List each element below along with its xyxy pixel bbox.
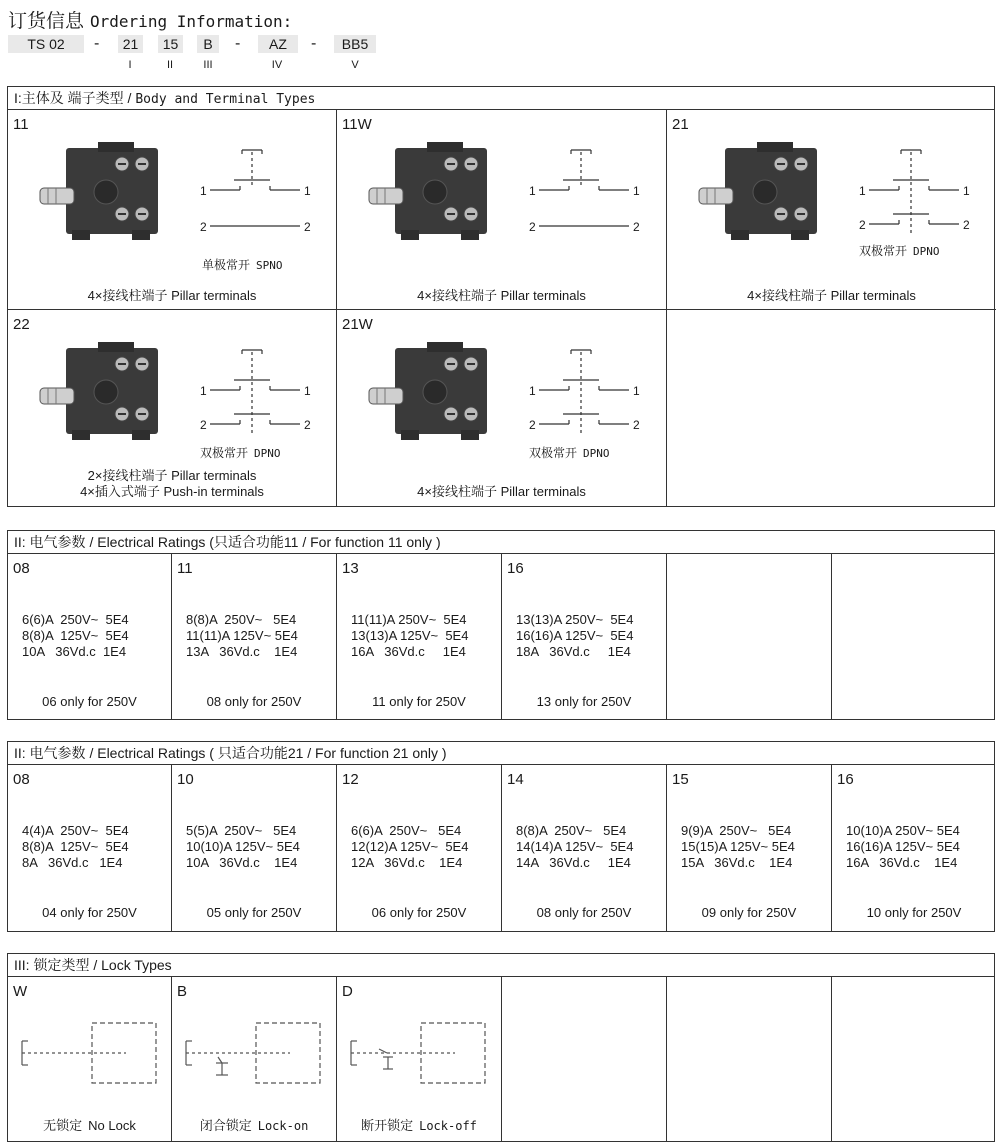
body-type-cell [337, 310, 667, 506]
terminal-number: 1 [304, 384, 311, 398]
lock-diagram [14, 1017, 164, 1089]
section-body-terminal [7, 86, 995, 507]
terminal-caption: 4×接线柱端子 Pillar terminals [87, 288, 257, 303]
heading-en: Ordering Information: [90, 12, 293, 31]
heading-cn: 订货信息 [8, 11, 85, 32]
body-type-cell [8, 110, 337, 310]
empty-cell [667, 977, 832, 1141]
terminal-number: 2 [529, 220, 536, 234]
rating-code: 13 [342, 560, 359, 577]
lock-caption-cn: 闭合锁定 [199, 1118, 252, 1133]
lock-caption-en: Lock-on [257, 1119, 309, 1133]
lock-type-cell [172, 977, 337, 1141]
rating-code: 08 [13, 560, 30, 577]
rating-values: 11(11)A 250V~ 5E4 13(13)A 125V~ 5E4 16A 36Vd.c 1E4 [351, 612, 469, 659]
body-type-code: 11W [342, 116, 372, 133]
rating-values: 4(4)A 250V~ 5E4 8(8)A 125V~ 5E4 8A 36Vd.c 1E4 [22, 823, 129, 870]
roman-ii: II [166, 59, 174, 71]
rating-cell [337, 554, 502, 719]
rating-code: 12 [342, 771, 359, 788]
terminal-number: 2 [304, 220, 311, 234]
code-dash: - [235, 35, 241, 52]
switch-body-image [365, 142, 495, 242]
section-title: II: 电气参数 / Electrical Ratings (只适合功能11 / For function 11 only ) [8, 531, 994, 554]
empty-cell [667, 554, 832, 719]
terminal-caption: 4×接线柱端子 Pillar terminals [417, 288, 586, 303]
terminal-number: 1 [529, 184, 536, 198]
rating-note: 06 only for 250V [42, 694, 137, 709]
body-type-code: 22 [13, 316, 30, 333]
rating-note: 10 only for 250V [866, 905, 962, 920]
rating-values: 8(8)A 250V~ 5E4 14(14)A 125V~ 5E4 14A 36Vd.c 1E4 [516, 823, 634, 870]
terminal-number: 1 [200, 184, 207, 198]
rating-cell [502, 765, 667, 931]
section-title: III: 锁定类型 / Lock Types [8, 954, 994, 977]
rating-note: 06 only for 250V [371, 905, 467, 920]
rating-cell [502, 554, 667, 719]
lock-caption-en: No Lock [88, 1118, 136, 1133]
roman-i: I [128, 59, 132, 71]
switch-type-label: 双极常开 DPNO [529, 446, 610, 460]
rating-note: 11 only for 250V [372, 694, 466, 709]
terminal-number: 1 [529, 384, 536, 398]
terminal-caption: 4×接线柱端子 Pillar terminals [747, 288, 916, 303]
empty-cell [832, 554, 996, 719]
switch-body-image [36, 142, 166, 242]
lock-caption [172, 1115, 336, 1134]
terminal-number: 1 [963, 184, 970, 198]
section-title-cn: I:主体及 端子类型 / [14, 90, 136, 106]
lock-type-code: D [342, 983, 353, 1000]
lock-diagram [178, 1017, 328, 1089]
empty-cell [502, 977, 667, 1141]
rating-code: 15 [672, 771, 689, 788]
code-lock: B [197, 35, 219, 53]
section-lock-types [7, 953, 995, 1142]
terminal-number: 1 [200, 384, 207, 398]
lock-type-code: W [13, 983, 28, 1000]
body-type-cell [8, 310, 337, 506]
body-type-cell [667, 110, 996, 310]
dpno-schematic [855, 144, 975, 240]
roman-iii: III [203, 59, 213, 71]
terminal-number: 2 [633, 220, 640, 234]
rating-values: 13(13)A 250V~ 5E4 16(16)A 125V~ 5E4 18A 36Vd.c 1E4 [516, 612, 634, 659]
dpno-schematic [525, 344, 645, 440]
terminal-number: 2 [963, 218, 970, 232]
rating-cell [337, 765, 502, 931]
section-ratings-21 [7, 741, 995, 932]
body-type-code: 21W [342, 316, 373, 333]
rating-note: 08 only for 250V [206, 694, 302, 709]
rating-code: 16 [837, 771, 854, 788]
switch-type-label: 双极常开 DPNO [859, 244, 940, 258]
empty-cell [667, 310, 996, 506]
dpno-schematic [196, 344, 316, 440]
code-body-terminal: 21 [118, 35, 143, 53]
body-type-code: 21 [672, 116, 689, 133]
terminal-number: 2 [200, 220, 207, 234]
code-rating: 15 [158, 35, 183, 53]
rating-values: 6(6)A 250V~ 5E4 12(12)A 125V~ 5E4 12A 36Vd.c 1E4 [351, 823, 469, 870]
code-actuator: AZ [258, 35, 298, 53]
rating-cell [8, 554, 172, 719]
rating-values: 10(10)A 250V~ 5E4 16(16)A 125V~ 5E4 16A 36Vd.c 1E4 [846, 823, 960, 870]
lock-caption-en: Lock-off [419, 1119, 477, 1133]
terminal-number: 1 [859, 184, 866, 198]
rating-values: 5(5)A 250V~ 5E4 10(10)A 125V~ 5E4 10A 36Vd.c 1E4 [186, 823, 300, 870]
terminal-number: 2 [633, 418, 640, 432]
rating-values: 9(9)A 250V~ 5E4 15(15)A 125V~ 5E4 15A 36Vd.c 1E4 [681, 823, 795, 870]
lock-type-cell [8, 977, 172, 1141]
body-type-cell [337, 110, 667, 310]
switch-type-label: 双极常开 DPNO [200, 446, 281, 460]
terminal-number: 2 [200, 418, 207, 432]
code-dash: - [311, 35, 317, 52]
rating-note: 09 only for 250V [701, 905, 797, 920]
terminal-caption: 4×接线柱端子 Pillar terminals [417, 484, 586, 499]
rating-cell [667, 765, 832, 931]
section-title [8, 87, 994, 110]
terminal-number: 2 [304, 418, 311, 432]
lock-caption [337, 1115, 501, 1134]
spno-schematic [196, 144, 316, 240]
body-type-code: 11 [13, 116, 29, 133]
rating-code: 11 [177, 560, 193, 577]
rating-code: 14 [507, 771, 524, 788]
terminal-number: 1 [304, 184, 311, 198]
terminal-number: 2 [859, 218, 866, 232]
rating-code: 08 [13, 771, 30, 788]
lock-caption [8, 1115, 171, 1134]
terminal-number: 1 [633, 184, 640, 198]
section-title: II: 电气参数 / Electrical Ratings ( 只适合功能21 / For function 21 only ) [8, 742, 994, 765]
roman-v: V [351, 59, 359, 71]
rating-values: 6(6)A 250V~ 5E4 8(8)A 125V~ 5E4 10A 36Vd.c 1E4 [22, 612, 129, 659]
roman-iv: IV [271, 59, 283, 71]
rating-code: 16 [507, 560, 524, 577]
lock-caption-cn: 断开锁定 [361, 1118, 414, 1133]
switch-body-image [365, 342, 495, 442]
terminal-caption: 2×接线柱端子 Pillar terminals [87, 468, 257, 483]
section-ratings-11 [7, 530, 995, 720]
rating-note: 04 only for 250V [42, 905, 137, 920]
rating-cell [172, 554, 337, 719]
rating-note: 13 only for 250V [536, 694, 632, 709]
rating-values: 8(8)A 250V~ 5E4 11(11)A 125V~ 5E4 13A 36Vd.c 1E4 [186, 612, 298, 659]
terminal-caption-push-in: 4×插入式端子 Push-in terminals [80, 484, 264, 499]
switch-type-label: 单极常开 SPNO [202, 258, 283, 272]
section-title-en: Body and Terminal Types [135, 92, 316, 107]
lock-type-cell [337, 977, 502, 1141]
code-series: TS 02 [8, 35, 84, 53]
rating-cell [832, 765, 996, 931]
rating-cell [172, 765, 337, 931]
lock-caption-cn: 无锁定 [43, 1118, 83, 1133]
terminal-number: 2 [529, 418, 536, 432]
switch-body-image [36, 342, 166, 442]
switch-body-image [695, 142, 825, 242]
rating-note: 08 only for 250V [536, 905, 632, 920]
empty-cell [832, 977, 996, 1141]
lock-diagram [343, 1017, 493, 1089]
rating-cell [8, 765, 172, 931]
rating-note: 05 only for 250V [206, 905, 302, 920]
terminal-number: 1 [633, 384, 640, 398]
lock-type-code: B [177, 983, 188, 1000]
ordering-heading [8, 6, 292, 33]
code-option: BB5 [334, 35, 376, 53]
code-dash: - [94, 35, 100, 52]
spno-schematic [525, 144, 645, 240]
rating-code: 10 [177, 771, 194, 788]
